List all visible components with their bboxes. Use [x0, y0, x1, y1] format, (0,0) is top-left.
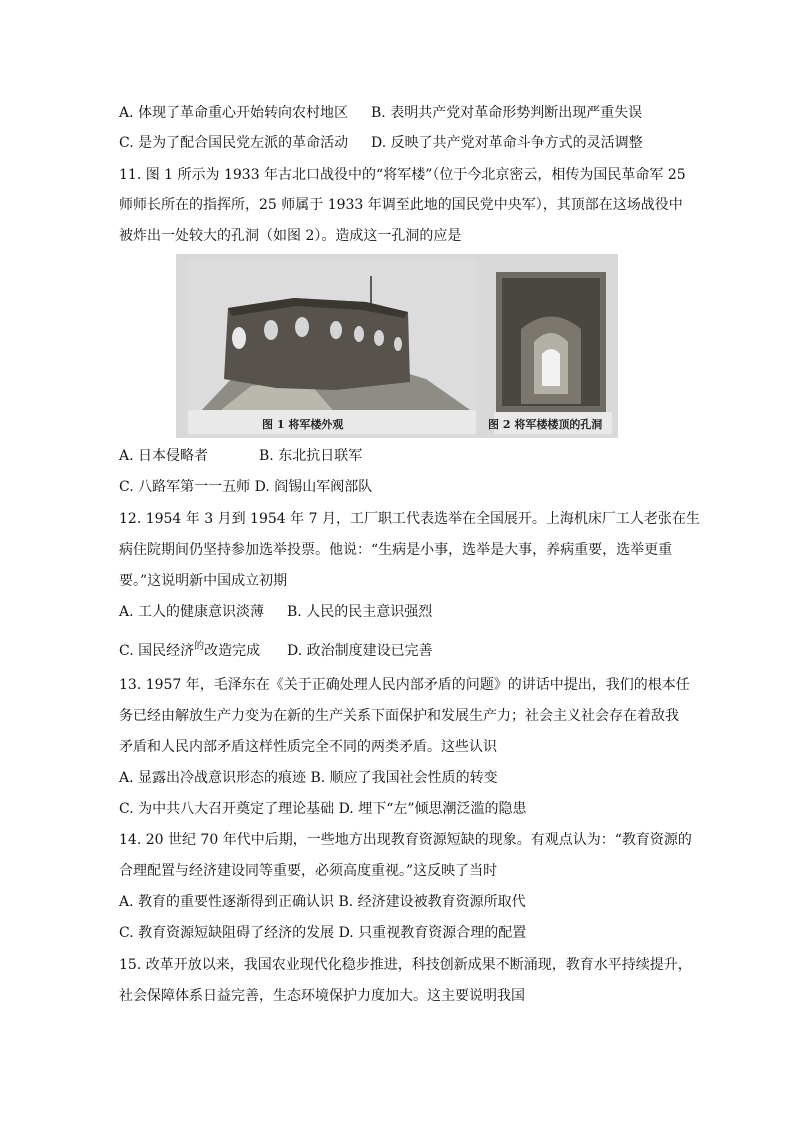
q13-options-ab: A. 显露出冷战意识形态的痕迹 B. 顺应了我国社会性质的转变: [119, 770, 498, 786]
figure-2-roof-hole: [494, 272, 612, 434]
q12-option-c-post: 改造完成: [204, 643, 261, 659]
q14-options-cd: C. 教育资源短缺阻碍了经济的发展 D. 只重视教育资源合理的配置: [119, 925, 527, 941]
q12-option-c-pre: C. 国民经济: [119, 643, 195, 659]
tower-photos: [176, 254, 618, 438]
q12-text-line-2: 病住院期间仍坚持参加选举投票。他说：“生病是小事，选举是大事，养病重要，选举更重: [119, 542, 673, 558]
q12-option-b: B. 人民的民主意识强烈: [287, 604, 433, 620]
q14-text-line-1: 14. 20 世纪 70 年代中后期，一些地方出现教育资源短缺的现象。有观点认为：“教育资源的: [119, 832, 692, 848]
q11-options-ab: [119, 446, 362, 466]
q12-option-d: D. 政治制度建设已完善: [287, 643, 433, 659]
q13-text-line-1: 13. 1957 年，毛泽东在《关于正确处理人民内部矛盾的问题》的讲话中提出，我们的根本任: [119, 677, 690, 693]
q12-text-line-1: 12. 1954 年 3 月到 1954 年 7 月，工厂职工代表选举在全国展开。上海机床厂工人老张在生: [119, 511, 700, 527]
q13-options-cd: C. 为中共八大召开奠定了理论基础 D. 埋下“左”倾思潮泛滥的隐患: [119, 801, 527, 817]
q14-options-ab: A. 教育的重要性逐渐得到正确认识 B. 经济建设被教育资源所取代: [119, 894, 526, 910]
q15-text-line-1: 15. 改革开放以来，我国农业现代化稳步推进，科技创新成果不断涌现，教育水平持续提升，: [119, 957, 692, 973]
figure-1-caption: 图 1 将军楼外观: [262, 418, 344, 431]
q14-text-line-2: 合理配置与经济建设同等重要，必须高度重视。”这反映了当时: [119, 863, 498, 879]
q12-option-a: A. 工人的健康意识淡薄: [119, 604, 265, 620]
q10-option-b: B. 表明共产党对革命形势判断出现严重失误: [371, 105, 643, 121]
q12-options-cd: [119, 641, 433, 663]
q10-options-ab: [119, 103, 642, 123]
q12-options-ab: [119, 602, 432, 622]
q11-option-a: A. 日本侵略者: [119, 448, 209, 464]
q11-option-b: B. 东北抗日联军: [259, 448, 363, 464]
q11-options-cd: C. 八路军第一一五师 D. 阎锡山军阀部队: [119, 479, 373, 495]
q11-text-line-2: 师师长所在的指挥所，25 师属于 1933 年调至此地的国民党中央军），其顶部在这场战役中: [119, 197, 683, 213]
q10-options-cd: [119, 133, 643, 153]
q11-text-line-1: 11. 图 1 所示为 1933 年古北口战役中的“将军楼”（位于今北京密云，相传为国民革命军 25: [119, 167, 686, 183]
q12-text-line-3: 要。”这说明新中国成立初期: [119, 573, 288, 589]
q13-text-line-3: 矛盾和人民内部矛盾这样性质完全不同的两类矛盾。这些认识: [119, 739, 497, 755]
figure-1-tower-exterior: [188, 260, 476, 434]
q12-option-c: [119, 641, 287, 663]
q15-text-line-2: 社会保障体系日益完善，生态环境保护力度加大。这主要说明我国: [119, 988, 525, 1004]
q13-text-line-2: 务已经由解放生产力变为在新的生产关系下面保护和发展生产力；社会主义社会存在着敌我: [119, 708, 679, 724]
q11-text-line-3: 被炸出一处较大的孔洞（如图 2）。造成这一孔洞的应是: [119, 228, 462, 244]
q10-option-a: A. 体现了革命重心开始转向农村地区: [119, 105, 349, 121]
q10-option-d: D. 反映了共产党对革命斗争方式的灵活调整: [371, 135, 643, 151]
q12-option-c-sup: 的: [194, 641, 205, 652]
q10-option-c: C. 是为了配合国民党左派的革命活动: [119, 135, 349, 151]
figure-2-caption: 图 2 将军楼楼顶的孔洞: [488, 418, 603, 431]
q11-figure: [176, 254, 618, 438]
